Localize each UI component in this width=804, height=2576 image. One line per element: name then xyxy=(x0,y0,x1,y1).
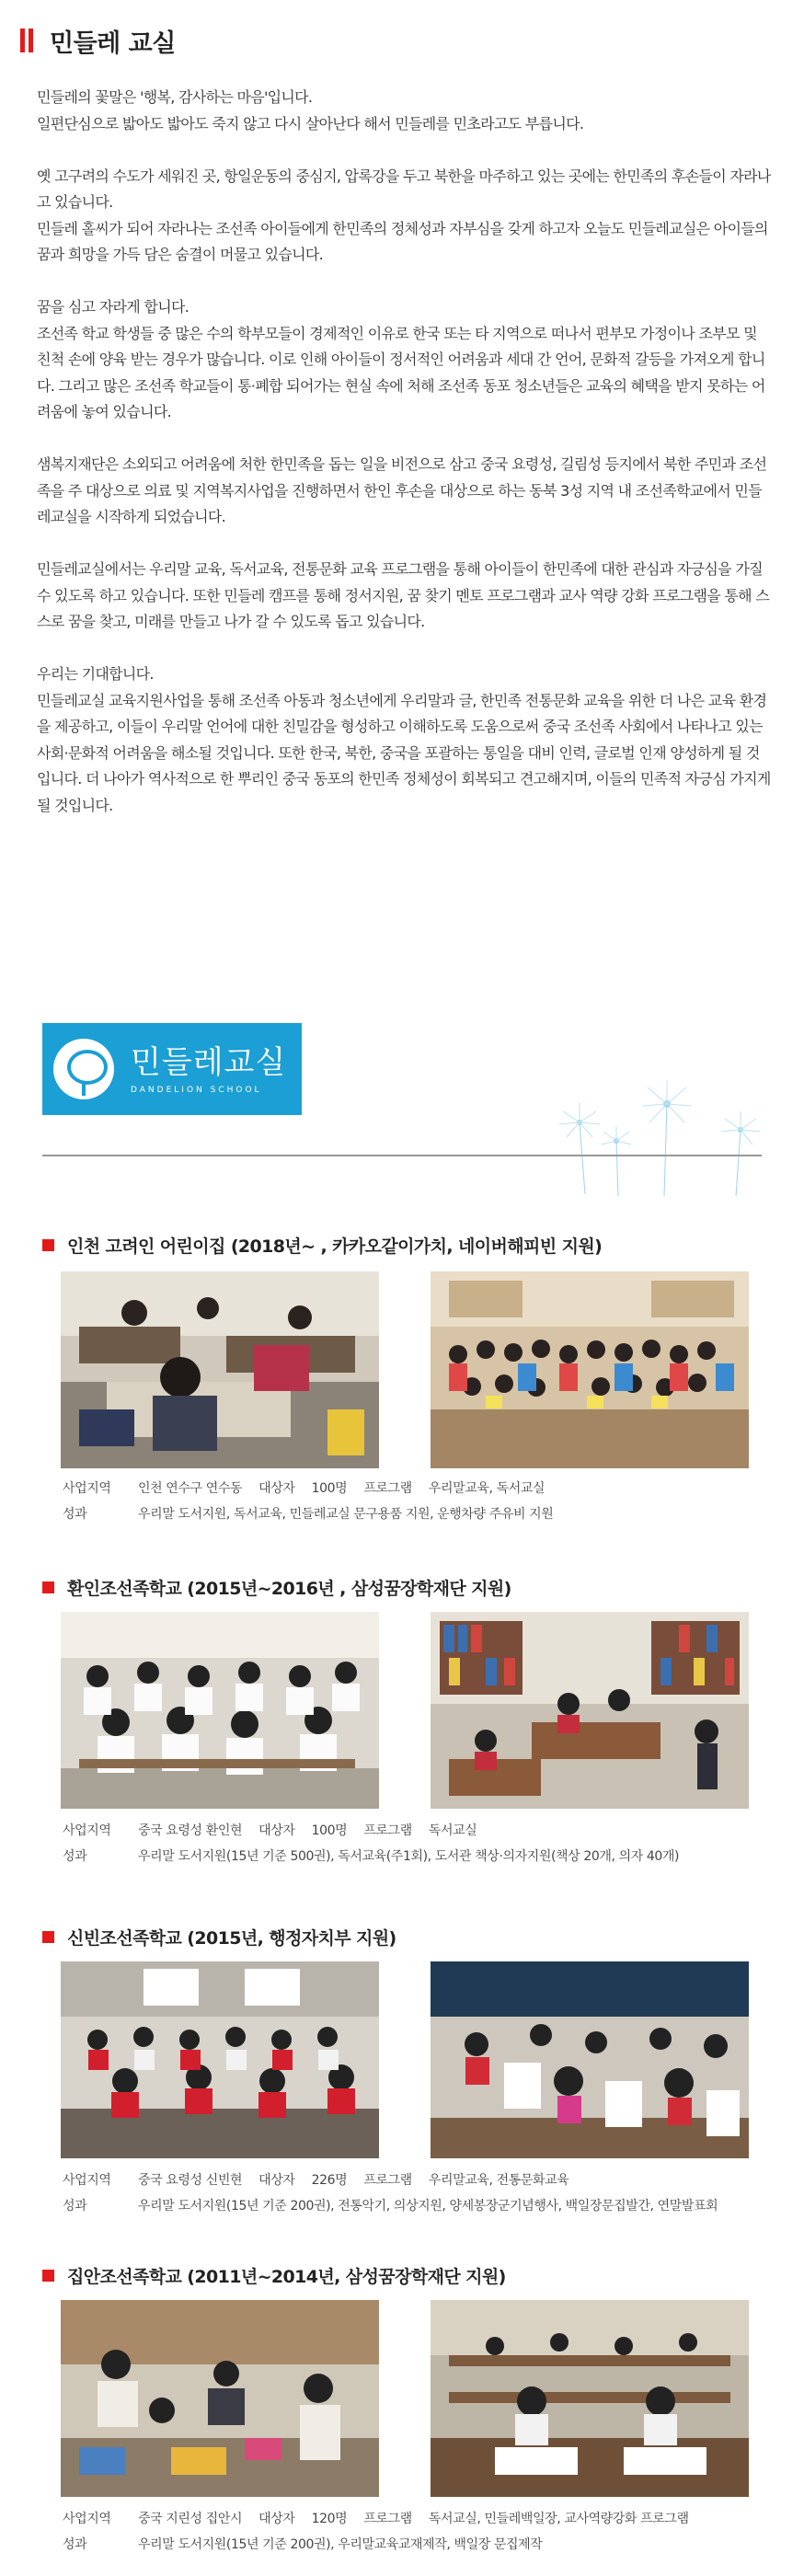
region-label: 사업지역 xyxy=(63,2512,111,2526)
section-marker-icon xyxy=(42,1581,54,1593)
library-photo xyxy=(431,1612,749,1809)
target-label: 대상자 xyxy=(258,1481,295,1496)
section-marker-icon xyxy=(42,1931,54,1943)
info-values xyxy=(138,2168,569,2193)
dandelion-logo-icon xyxy=(53,1039,114,1099)
dandelion-school-logo xyxy=(42,1023,302,1115)
section-title: 인천 고려인 어린이집 (2018년~ , 카카오같이가치, 네이버해피빈 지원) xyxy=(67,1236,603,1257)
result-value: 우리말 도서지원(15년 기준 200권), 우리말교육교재제작, 백일장 문집제작 xyxy=(138,2537,543,2552)
intro-paragraph: 꿈을 심고 자라게 합니다. 조선족 학교 학생들 중 많은 수의 학부모들이 경제적인 이유로 한국 또는 타 지역으로 떠나서 편부모 가정이나 조부모 및 친척 손에 양육 받는 경우가 많습니다. 이로 인해 아이들이 정서적인 어려움과 세대 간 언어, 문화적 갈등을 가져오게 합니다. 그리고 많은 조선족 학교들이 통·폐합 되어가는 현실 속에 처해 조선족 동포 청소년들은 교육의 혜택을 받지 못하는 어려움에 놓여 있습니다. xyxy=(37,298,765,420)
info-row-region xyxy=(63,1476,553,1501)
program-value: 독서교실, 민들레백일장, 교사역량강화 프로그램 xyxy=(428,2512,689,2526)
info-values xyxy=(138,1818,477,1844)
region-label: 사업지역 xyxy=(63,2173,111,2188)
region-value: 중국 지린성 집안시 xyxy=(138,2512,243,2526)
result-label: 성과 xyxy=(63,2537,87,2552)
program-section xyxy=(0,1925,804,2237)
result-value: 우리말 도서지원(15년 기준 200권), 전통악기, 의상지원, 양세봉장군기념행사, 백일장문집발간, 연말발표회 xyxy=(138,2199,718,2214)
program-section xyxy=(0,2263,804,2576)
intro-paragraph: 민들레의 꽃말은 '행복, 감사하는 마음'입니다. 일편단심으로 밟아도 밟아도 죽지 않고 다시 살아난다 해서 민들레를 민초라고도 부릅니다. xyxy=(37,88,584,132)
intro-paragraph: 민들레교실에서는 우리말 교육, 독서교육, 전통문화 교육 프로그램을 통해 아이들이 한민족에 대한 관심과 자긍심을 가질 수 있도록 하고 있습니다. 또한 민들레 캠프를 통해 정서지원, 꿈 찾기 멘토 프로그램과 교사 역량 강화 프로그램을 통해 스스로 꿈을 찾고, 미래를 만들고 나가 갈 수 있도록 돕고 있습니다. xyxy=(37,560,770,630)
info-row-result xyxy=(63,2193,718,2219)
info-row-region xyxy=(63,2168,718,2193)
info-row-region xyxy=(63,1818,679,1844)
intro-paragraph: 옛 고구려의 수도가 세워진 곳, 항일운동의 중심지, 압록강을 두고 북한을 마주하고 있는 곳에는 한민족의 후손들이 자라나고 있습니다. 민들레 홀씨가 되어 자라나는 조선족 아이들에게 한민족의 정체성과 자부심을 갖게 하고자 오늘도 민들레교실은 아이들의 꿈과 희망을 가득 담은 숨결이 머물고 있습니다. xyxy=(37,167,771,263)
section-marker-icon xyxy=(42,1239,54,1251)
target-label: 대상자 xyxy=(258,2512,295,2526)
program-label: 프로그램 xyxy=(363,2512,412,2526)
info-row-result xyxy=(63,1844,679,1869)
target-value: 120명 xyxy=(311,2512,348,2526)
title-marker-icon xyxy=(20,29,33,52)
result-label: 성과 xyxy=(63,2199,87,2214)
program-value: 독서교실 xyxy=(428,1823,477,1838)
page-header xyxy=(20,22,176,59)
info-values xyxy=(138,1476,545,1501)
section-title: 환인조선족학교 (2015년~2016년 , 삼성꿈장학재단 지원) xyxy=(67,1579,511,1599)
result-label: 성과 xyxy=(63,1507,87,1522)
section-title: 신빈조선족학교 (2015년, 행정자치부 지원) xyxy=(67,1928,396,1949)
logo-text xyxy=(131,1043,286,1095)
classroom-photo xyxy=(61,1271,379,1468)
group-photo xyxy=(431,1271,749,1468)
info-row-result xyxy=(63,2532,689,2558)
intro-paragraph: 우리는 기대합니다. 민들레교실 교육지원사업을 통해 조선족 아동과 청소년에게 우리말과 글, 한민족 전통문화 교육을 위한 더 나은 교육 환경을 제공하고, 이들이 우리말 언어에 대한 친밀감을 형성하고 이해하도록 도움으로써 중국 조선족 사회에서 나타나고 있는 사회·문화적 어려움을 해소될 것입니다. 또한 한국, 북한, 중국을 포괄하는 통일을 대비 인력, 글로벌 인재 양성하게 될 것입니다. 더 나아가 역사적으로 한 뿌리인 중국 동포의 한민족 정체성이 회복되고 견고해지며, 이들의 민족적 자긍심 가지게 될 것입니다. xyxy=(37,665,771,814)
info-values xyxy=(138,2506,689,2532)
section-info xyxy=(63,2506,689,2558)
result-label: 성과 xyxy=(63,1849,87,1864)
dandelion-illustration-icon xyxy=(552,1076,773,1205)
region-label: 사업지역 xyxy=(63,1823,111,1838)
result-value: 우리말 도서지원(15년 기준 500권), 독서교육(주1회), 도서관 책상·의자지원(책상 20개, 의자 40개) xyxy=(138,1849,680,1864)
info-row-region xyxy=(63,2506,689,2532)
program-value: 우리말교육, 전통문화교육 xyxy=(428,2173,569,2188)
section-title: 집안조선족학교 (2011년~2014년, 삼성꿈장학재단 지원) xyxy=(67,2267,506,2287)
reading-photo xyxy=(431,1961,749,2158)
target-value: 100명 xyxy=(311,1823,348,1838)
region-label: 사업지역 xyxy=(63,1481,111,1496)
target-value: 100명 xyxy=(311,1481,348,1496)
program-label: 프로그램 xyxy=(363,2173,412,2188)
section-header xyxy=(42,1233,602,1258)
classroom-photo xyxy=(61,1612,379,1809)
program-value: 우리말교육, 독서교실 xyxy=(428,1481,546,1496)
logo-name-korean: 민들레교실 xyxy=(131,1044,287,1081)
program-section xyxy=(0,1575,804,1888)
target-label: 대상자 xyxy=(258,2173,295,2188)
section-marker-icon xyxy=(42,2270,54,2282)
section-header xyxy=(42,1925,396,1949)
program-section xyxy=(0,1233,804,1546)
region-value: 중국 요령성 환인현 xyxy=(138,1823,243,1838)
region-value: 인천 연수구 연수동 xyxy=(138,1481,243,1496)
target-label: 대상자 xyxy=(258,1823,295,1838)
intro-text xyxy=(37,85,773,845)
region-value: 중국 요령성 신빈현 xyxy=(138,2173,243,2188)
info-row-result xyxy=(63,1501,553,1527)
writing-photo xyxy=(431,2300,749,2497)
divider xyxy=(42,1155,762,1156)
section-info xyxy=(63,1818,679,1869)
program-label: 프로그램 xyxy=(363,1481,412,1496)
page-title: 민들레 교실 xyxy=(50,29,176,58)
intro-paragraph: 샘복지재단은 소외되고 어려움에 처한 한민족을 돕는 일을 비전으로 삼고 중국 요령성, 길림성 등지에서 북한 주민과 조선족을 주 대상으로 의료 및 지역복지사업을 진행하면서 한인 후손을 대상으로 하는 동북 3성 지역 내 조선족학교에서 민들레교실을 시작하게 되었습니다. xyxy=(37,455,767,525)
section-info xyxy=(63,1476,553,1527)
section-header xyxy=(42,1575,511,1600)
classroom-photo xyxy=(61,2300,379,2497)
section-info xyxy=(63,2168,718,2219)
section-header xyxy=(42,2263,506,2288)
program-label: 프로그램 xyxy=(363,1823,412,1838)
result-value: 우리말 도서지원, 독서교육, 민들레교실 문구용품 지원, 운행차량 주유비 지원 xyxy=(138,1507,554,1522)
target-value: 226명 xyxy=(311,2173,348,2188)
classroom-photo xyxy=(61,1961,379,2158)
logo-name-english: DANDELION SCHOOL xyxy=(131,1086,262,1095)
